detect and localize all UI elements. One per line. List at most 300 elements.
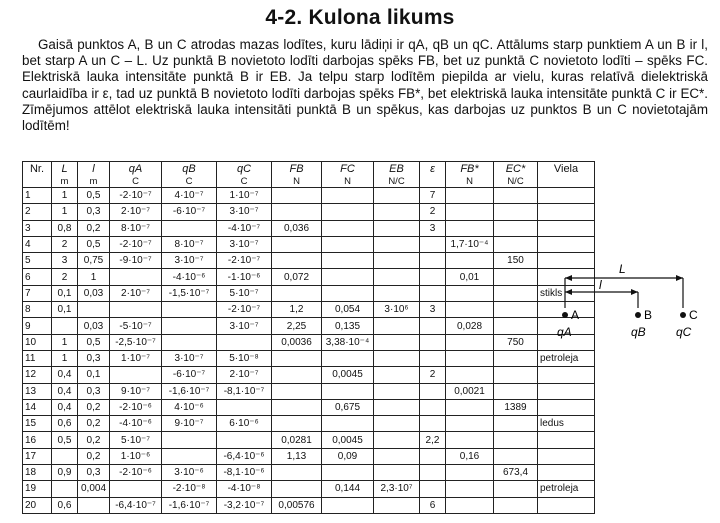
header-cell: l bbox=[78, 162, 110, 176]
table-cell: -2·10⁻⁶ bbox=[110, 399, 162, 415]
arrowhead-icon bbox=[565, 289, 572, 295]
unit-cell: N/C bbox=[494, 175, 538, 188]
table-cell bbox=[494, 318, 538, 334]
table-cell bbox=[162, 432, 217, 448]
table-body bbox=[23, 188, 595, 514]
table-cell: 2,3·10⁷ bbox=[374, 481, 420, 497]
table-cell bbox=[322, 236, 374, 252]
table-cell bbox=[494, 497, 538, 513]
table-cell bbox=[374, 399, 420, 415]
table-cell: 1,7·10⁻⁴ bbox=[446, 236, 494, 252]
table-cell: 3·10⁻⁶ bbox=[162, 465, 217, 481]
table-cell bbox=[420, 269, 446, 285]
table-cell bbox=[420, 253, 446, 269]
table-cell bbox=[494, 204, 538, 220]
table-cell bbox=[374, 465, 420, 481]
table-cell: 0,5 bbox=[78, 236, 110, 252]
table-cell bbox=[538, 367, 595, 383]
table-cell: -9·10⁻⁷ bbox=[110, 253, 162, 269]
table-cell: 2·10⁻⁷ bbox=[110, 204, 162, 220]
table-cell bbox=[374, 204, 420, 220]
table-cell: 0,054 bbox=[322, 302, 374, 318]
table-cell: 18 bbox=[23, 465, 52, 481]
table-cell: 1 bbox=[52, 334, 78, 350]
header-cell: Nr. bbox=[23, 162, 52, 176]
table-cell bbox=[322, 269, 374, 285]
table-cell bbox=[538, 236, 595, 252]
charge-diagram bbox=[545, 258, 715, 348]
table-cell bbox=[374, 220, 420, 236]
table-cell: 0,4 bbox=[52, 399, 78, 415]
table-cell: 19 bbox=[23, 481, 52, 497]
table-cell: -8,1·10⁻⁷ bbox=[217, 383, 272, 399]
unit-cell: m bbox=[78, 175, 110, 188]
table-cell: -8,1·10⁻⁶ bbox=[217, 465, 272, 481]
table-cell: 1·10⁻⁷ bbox=[217, 188, 272, 204]
table-cell bbox=[162, 334, 217, 350]
table-cell: 0,0045 bbox=[322, 367, 374, 383]
data-table bbox=[22, 161, 595, 514]
table-cell bbox=[272, 383, 322, 399]
table-cell bbox=[420, 383, 446, 399]
problem-paragraph: Gaisā punktos A, B un C atrodas mazas lodītes, kuru lādiņi ir qA, qB un qC. Attālums starp punktiem A un B ir l, bet starp A un C – L. Uz punktā B novietoto lodīti darbojas spēks FB, bet uz punktā C novietoto lodīti – spēks FC. Elektriskā lauka intensitāte punktā B ir EB. Ja telpu starp lodītēm piepilda ar vielu, kuras relatīvā dielektriskā caurlaidība ir ε, tad uz punktā B novietoto lodīti darbojas spēks FB*, bet elektriskā lauka intensitāte punktā C ir EC*. Zīmējumos attēlot elektriskā lauka intensitāti punktā B un spēkus, kas darbojas uz punktos B un C novietotajām lodītēm! bbox=[22, 37, 708, 134]
table-cell: 1 bbox=[52, 204, 78, 220]
table-cell bbox=[420, 318, 446, 334]
table-cell: 1·10⁻⁷ bbox=[110, 350, 162, 366]
table-cell: -4·10⁻⁶ bbox=[162, 269, 217, 285]
table-cell bbox=[538, 465, 595, 481]
table-cell: 1,13 bbox=[272, 448, 322, 464]
table-cell: 3·10⁶ bbox=[374, 302, 420, 318]
table-cell bbox=[374, 416, 420, 432]
table-cell: 1 bbox=[23, 188, 52, 204]
table-cell: 0,03 bbox=[78, 318, 110, 334]
unit-cell: N bbox=[322, 175, 374, 188]
table-cell bbox=[446, 432, 494, 448]
table-cell bbox=[420, 448, 446, 464]
table-cell: 0,2 bbox=[78, 399, 110, 415]
table-cell bbox=[446, 367, 494, 383]
table-cell bbox=[538, 432, 595, 448]
table-cell bbox=[538, 383, 595, 399]
table-cell: -4·10⁻⁶ bbox=[110, 416, 162, 432]
table-row bbox=[23, 465, 595, 481]
table-cell bbox=[52, 318, 78, 334]
table-cell bbox=[52, 448, 78, 464]
table-row bbox=[23, 383, 595, 399]
header-cell: EC* bbox=[494, 162, 538, 176]
table-cell: petroleja bbox=[538, 481, 595, 497]
label-point-b: B bbox=[644, 308, 653, 322]
table-cell bbox=[420, 416, 446, 432]
table-cell: 0,2 bbox=[78, 220, 110, 236]
table-cell: 1 bbox=[52, 350, 78, 366]
table-cell bbox=[420, 350, 446, 366]
table-cell bbox=[446, 481, 494, 497]
table-cell: 4 bbox=[23, 236, 52, 252]
table-cell bbox=[494, 302, 538, 318]
table-cell: 16 bbox=[23, 432, 52, 448]
table-cell bbox=[494, 285, 538, 301]
table-cell bbox=[322, 220, 374, 236]
table-cell: 6 bbox=[23, 269, 52, 285]
table-cell: 1,2 bbox=[272, 302, 322, 318]
table-cell bbox=[110, 367, 162, 383]
point-c bbox=[680, 312, 686, 318]
table-cell: 0,00576 bbox=[272, 497, 322, 513]
unit-cell: C bbox=[110, 175, 162, 188]
table-cell: 0,5 bbox=[52, 432, 78, 448]
table-cell: 2,2 bbox=[420, 432, 446, 448]
table-cell: 7 bbox=[23, 285, 52, 301]
table-row bbox=[23, 497, 595, 513]
table-cell: 2 bbox=[420, 367, 446, 383]
table-cell: 0,3 bbox=[78, 350, 110, 366]
header-cell: qB bbox=[162, 162, 217, 176]
table-row bbox=[23, 188, 595, 204]
unit-cell: C bbox=[162, 175, 217, 188]
table-cell bbox=[52, 481, 78, 497]
header-cell: FB bbox=[272, 162, 322, 176]
table-cell bbox=[322, 465, 374, 481]
table-cell bbox=[272, 465, 322, 481]
table-cell bbox=[494, 416, 538, 432]
label-charge-b: qB bbox=[631, 325, 646, 339]
table-cell bbox=[322, 350, 374, 366]
table-cell: 3 bbox=[23, 220, 52, 236]
unit-cell: C bbox=[217, 175, 272, 188]
table-cell: 17 bbox=[23, 448, 52, 464]
point-a bbox=[562, 312, 568, 318]
table-cell bbox=[374, 285, 420, 301]
table-row bbox=[23, 302, 595, 318]
table-cell: 0,675 bbox=[322, 399, 374, 415]
table-cell: 2 bbox=[420, 204, 446, 220]
table-cell bbox=[420, 481, 446, 497]
table-cell: 0,135 bbox=[322, 318, 374, 334]
table-cell bbox=[374, 188, 420, 204]
table-cell: -2,5·10⁻⁷ bbox=[110, 334, 162, 350]
table-cell bbox=[162, 220, 217, 236]
page-title: 4-2. Kulona likums bbox=[265, 6, 455, 29]
table-cell: 8·10⁻⁷ bbox=[110, 220, 162, 236]
table-cell bbox=[374, 432, 420, 448]
table-cell bbox=[446, 302, 494, 318]
table-cell: 0,8 bbox=[52, 220, 78, 236]
table-cell bbox=[374, 350, 420, 366]
table-cell bbox=[272, 481, 322, 497]
table-cell: 0,0036 bbox=[272, 334, 322, 350]
header-cell: FC bbox=[322, 162, 374, 176]
table-cell bbox=[494, 448, 538, 464]
table-cell bbox=[494, 350, 538, 366]
table-cell bbox=[446, 465, 494, 481]
table-cell: 0,03 bbox=[78, 285, 110, 301]
table-cell: 3·10⁻⁷ bbox=[217, 236, 272, 252]
table-cell: -4·10⁻⁸ bbox=[217, 481, 272, 497]
table-cell: 2·10⁻⁷ bbox=[217, 367, 272, 383]
table-cell: 9 bbox=[23, 318, 52, 334]
unit-cell: m bbox=[52, 175, 78, 188]
table-row bbox=[23, 269, 595, 285]
table-cell: 0,09 bbox=[322, 448, 374, 464]
table-cell bbox=[272, 285, 322, 301]
units-row bbox=[23, 175, 595, 188]
table-cell: 13 bbox=[23, 383, 52, 399]
table-cell bbox=[272, 399, 322, 415]
label-charge-c: qC bbox=[676, 325, 692, 339]
table-cell: 673,4 bbox=[494, 465, 538, 481]
table-cell: 3 bbox=[420, 302, 446, 318]
table-cell: 0,144 bbox=[322, 481, 374, 497]
table-cell bbox=[446, 416, 494, 432]
table-cell: 5·10⁻⁷ bbox=[217, 285, 272, 301]
table-row bbox=[23, 318, 595, 334]
table-row bbox=[23, 481, 595, 497]
header-row bbox=[23, 162, 595, 176]
table-cell: 12 bbox=[23, 367, 52, 383]
table-cell: 0,036 bbox=[272, 220, 322, 236]
table-cell: -4·10⁻⁷ bbox=[217, 220, 272, 236]
table-cell: 2 bbox=[52, 236, 78, 252]
label-point-a: A bbox=[571, 308, 580, 322]
table-cell: 2 bbox=[52, 269, 78, 285]
table-cell: 3·10⁻⁷ bbox=[217, 318, 272, 334]
table-cell: 14 bbox=[23, 399, 52, 415]
table-cell: 0,028 bbox=[446, 318, 494, 334]
header-cell: L bbox=[52, 162, 78, 176]
table-cell bbox=[162, 318, 217, 334]
table-cell: 5·10⁻⁷ bbox=[110, 432, 162, 448]
table-cell bbox=[217, 334, 272, 350]
table-cell bbox=[374, 334, 420, 350]
table-cell bbox=[110, 269, 162, 285]
table-cell bbox=[374, 318, 420, 334]
table-cell: 0,9 bbox=[52, 465, 78, 481]
label-l: l bbox=[599, 278, 602, 292]
unit-cell: N bbox=[272, 175, 322, 188]
table-cell: 0,16 bbox=[446, 448, 494, 464]
header-cell: ε bbox=[420, 162, 446, 176]
table-row bbox=[23, 285, 595, 301]
table-cell bbox=[494, 188, 538, 204]
arrowhead-icon bbox=[565, 275, 572, 281]
table-cell: 1 bbox=[52, 188, 78, 204]
table-cell bbox=[272, 416, 322, 432]
table-cell: 0,1 bbox=[52, 285, 78, 301]
table-cell: 2 bbox=[23, 204, 52, 220]
table-row bbox=[23, 416, 595, 432]
table-cell bbox=[446, 399, 494, 415]
table-cell: 0,2 bbox=[78, 432, 110, 448]
unit-cell bbox=[420, 175, 446, 188]
table-cell: 0,072 bbox=[272, 269, 322, 285]
table-cell: 3 bbox=[420, 220, 446, 236]
table-cell: -2·10⁻⁷ bbox=[217, 302, 272, 318]
table-cell: 3 bbox=[52, 253, 78, 269]
table-cell bbox=[494, 432, 538, 448]
table-cell: 3·10⁻⁷ bbox=[162, 350, 217, 366]
table-row bbox=[23, 448, 595, 464]
table-cell: -1·10⁻⁶ bbox=[217, 269, 272, 285]
table-cell bbox=[217, 399, 272, 415]
table-cell bbox=[322, 416, 374, 432]
table-cell: -6·10⁻⁷ bbox=[162, 367, 217, 383]
table-cell: 0,1 bbox=[52, 302, 78, 318]
table-row bbox=[23, 220, 595, 236]
table-cell bbox=[494, 269, 538, 285]
table-header bbox=[23, 162, 595, 188]
table-cell bbox=[322, 383, 374, 399]
table-cell bbox=[374, 253, 420, 269]
table-cell: 5·10⁻⁸ bbox=[217, 350, 272, 366]
table-cell: ledus bbox=[538, 416, 595, 432]
table-cell bbox=[110, 302, 162, 318]
table-cell: 1389 bbox=[494, 399, 538, 415]
unit-cell bbox=[23, 175, 52, 188]
header-cell: Viela bbox=[538, 162, 595, 176]
table-cell: -5·10⁻⁷ bbox=[110, 318, 162, 334]
table-cell bbox=[446, 220, 494, 236]
table-cell bbox=[494, 481, 538, 497]
table-cell bbox=[272, 367, 322, 383]
table-cell bbox=[538, 497, 595, 513]
table-cell: 8 bbox=[23, 302, 52, 318]
arrowhead-icon bbox=[631, 289, 638, 295]
table-cell bbox=[446, 497, 494, 513]
table-cell bbox=[420, 399, 446, 415]
table-cell: 0,2 bbox=[78, 448, 110, 464]
label-point-c: C bbox=[689, 308, 698, 322]
table-cell: -6·10⁻⁷ bbox=[162, 204, 217, 220]
table-cell: 4·10⁻⁶ bbox=[162, 399, 217, 415]
table-cell: 0,6 bbox=[52, 416, 78, 432]
table-cell bbox=[538, 220, 595, 236]
table-cell bbox=[538, 188, 595, 204]
unit-cell: N bbox=[446, 175, 494, 188]
label-L: L bbox=[619, 262, 626, 276]
table-row bbox=[23, 350, 595, 366]
table-cell: 6·10⁻⁶ bbox=[217, 416, 272, 432]
table-cell bbox=[322, 253, 374, 269]
table-cell: -1,6·10⁻⁷ bbox=[162, 383, 217, 399]
table-cell: 0,01 bbox=[446, 269, 494, 285]
table-cell: 7 bbox=[420, 188, 446, 204]
table-cell: 0,6 bbox=[52, 497, 78, 513]
table-cell: -6,4·10⁻⁷ bbox=[110, 497, 162, 513]
table-cell bbox=[446, 188, 494, 204]
table-cell: -2·10⁻⁷ bbox=[110, 188, 162, 204]
table-cell: 0,2 bbox=[78, 416, 110, 432]
table-row bbox=[23, 204, 595, 220]
table-cell: -6,4·10⁻⁶ bbox=[217, 448, 272, 464]
table-cell: 0,4 bbox=[52, 383, 78, 399]
table-cell: 0,1 bbox=[78, 367, 110, 383]
table-cell bbox=[446, 350, 494, 366]
table-cell: -2·10⁻⁷ bbox=[217, 253, 272, 269]
table-row bbox=[23, 236, 595, 252]
table-cell: 11 bbox=[23, 350, 52, 366]
table-cell bbox=[494, 236, 538, 252]
table-cell: -2·10⁻⁸ bbox=[162, 481, 217, 497]
table-cell: -1,5·10⁻⁷ bbox=[162, 285, 217, 301]
unit-cell bbox=[538, 175, 595, 188]
table-cell: 0,4 bbox=[52, 367, 78, 383]
header-cell: qC bbox=[217, 162, 272, 176]
table-cell bbox=[78, 497, 110, 513]
header-cell: qA bbox=[110, 162, 162, 176]
table-cell bbox=[272, 350, 322, 366]
table-cell: 0,5 bbox=[78, 334, 110, 350]
table-cell: 9·10⁻⁷ bbox=[110, 383, 162, 399]
table-cell bbox=[374, 236, 420, 252]
table-row bbox=[23, 399, 595, 415]
table-cell bbox=[322, 188, 374, 204]
table-cell: 1·10⁻⁶ bbox=[110, 448, 162, 464]
table-cell bbox=[162, 302, 217, 318]
table-cell: 0,5 bbox=[78, 188, 110, 204]
table-cell bbox=[272, 188, 322, 204]
table-cell: 0,3 bbox=[78, 204, 110, 220]
table-cell bbox=[420, 285, 446, 301]
point-b bbox=[635, 312, 641, 318]
table-cell: 0,0021 bbox=[446, 383, 494, 399]
table-cell bbox=[272, 253, 322, 269]
table-cell bbox=[538, 399, 595, 415]
header-cell: FB* bbox=[446, 162, 494, 176]
table-cell: -2·10⁻⁶ bbox=[110, 465, 162, 481]
table-cell: 8·10⁻⁷ bbox=[162, 236, 217, 252]
table-cell: 2,25 bbox=[272, 318, 322, 334]
table-cell bbox=[272, 204, 322, 220]
table-row bbox=[23, 334, 595, 350]
table-cell bbox=[162, 448, 217, 464]
table-cell bbox=[538, 448, 595, 464]
label-charge-a: qA bbox=[557, 325, 572, 339]
table-cell bbox=[494, 220, 538, 236]
table-cell bbox=[494, 367, 538, 383]
table-cell: 750 bbox=[494, 334, 538, 350]
arrowhead-icon bbox=[676, 275, 683, 281]
table-cell bbox=[374, 383, 420, 399]
table-cell bbox=[374, 269, 420, 285]
table-row bbox=[23, 432, 595, 448]
table-cell bbox=[374, 448, 420, 464]
table-cell bbox=[446, 253, 494, 269]
table-cell bbox=[322, 204, 374, 220]
table-cell: 3·10⁻⁷ bbox=[162, 253, 217, 269]
table-cell: 5 bbox=[23, 253, 52, 269]
table-cell bbox=[494, 383, 538, 399]
table-cell: -1,6·10⁻⁷ bbox=[162, 497, 217, 513]
table-cell bbox=[420, 334, 446, 350]
table-cell bbox=[217, 432, 272, 448]
table-cell bbox=[446, 204, 494, 220]
table-cell bbox=[420, 465, 446, 481]
unit-cell: N/C bbox=[374, 175, 420, 188]
table-cell: 4·10⁻⁷ bbox=[162, 188, 217, 204]
table-cell: petroleja bbox=[538, 350, 595, 366]
table-cell: 6 bbox=[420, 497, 446, 513]
table-cell bbox=[420, 236, 446, 252]
table-cell bbox=[322, 497, 374, 513]
table-cell: 0,3 bbox=[78, 465, 110, 481]
table-cell bbox=[78, 302, 110, 318]
table-cell: 0,0281 bbox=[272, 432, 322, 448]
table-cell bbox=[374, 497, 420, 513]
table-row bbox=[23, 367, 595, 383]
problem-text bbox=[22, 37, 708, 134]
